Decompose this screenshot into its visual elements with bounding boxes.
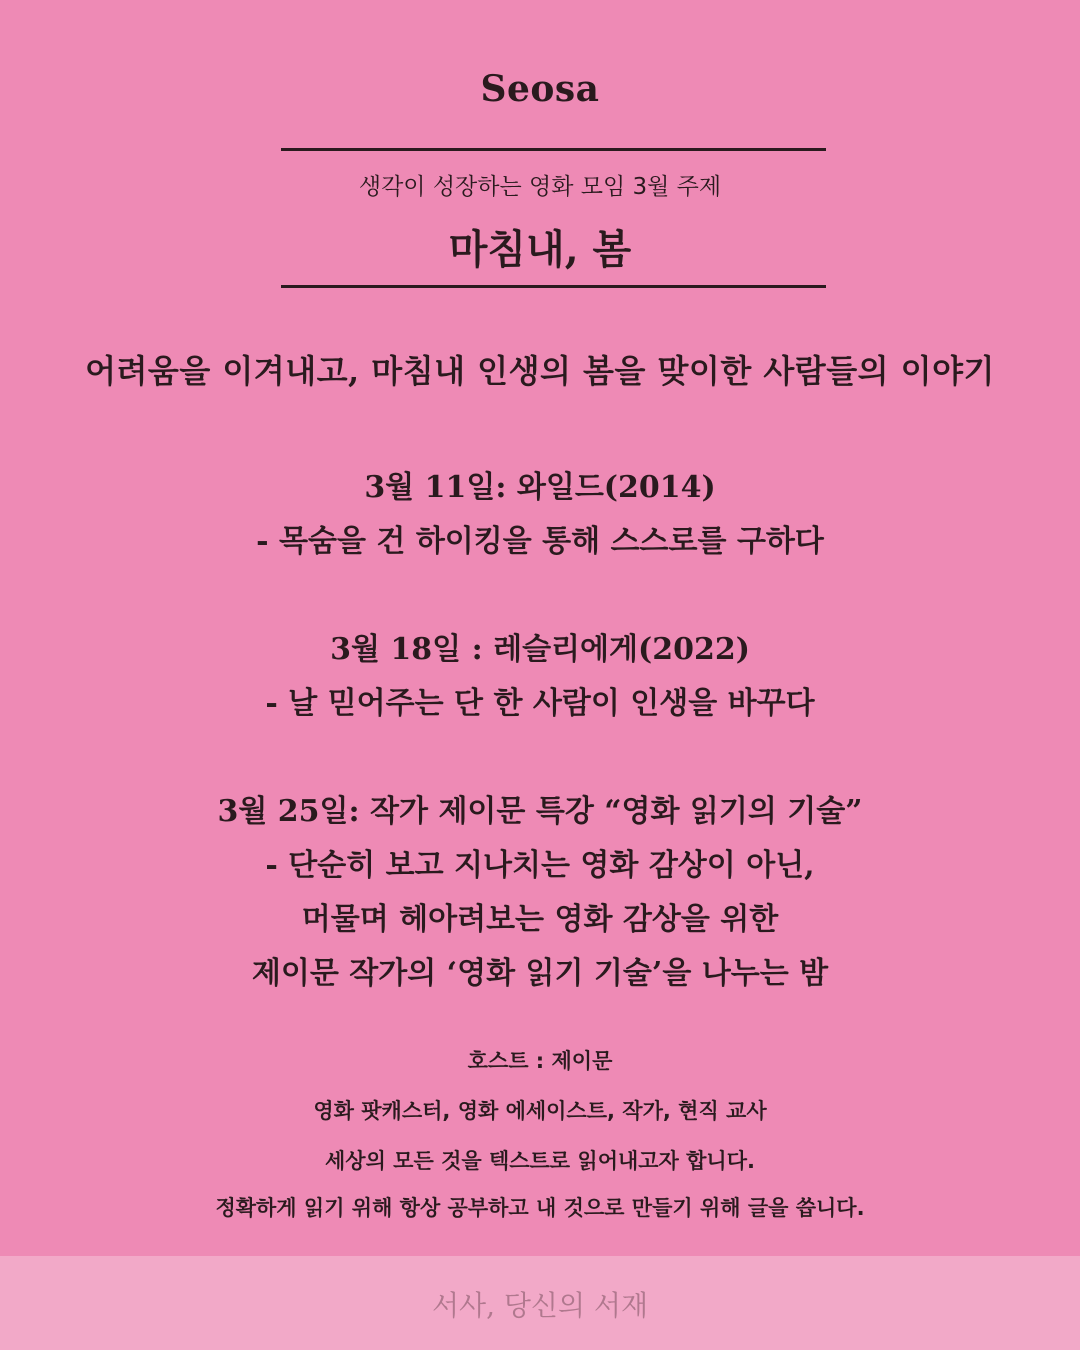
session-2-description: - 날 믿어주는 단 한 사람이 인생을 바꾸다 [265,686,815,721]
brand-logo: Seosa [480,68,600,110]
session-1-description: - 목숨을 건 하이킹을 통해 스스로를 구하다 [256,524,824,559]
tagline: 어려움을 이겨내고, 마침내 인생의 봄을 맞이한 사람들의 이야기 [85,352,995,390]
session-3-description-1: - 단순히 보고 지나치는 영화 감상이 아닌, [265,848,815,883]
bottom-divider [281,285,826,288]
host-label: 호스트 : 제이문 [467,1049,613,1073]
session-3-description-3: 제이문 작가의 ‘영화 읽기 기술’을 나누는 밤 [251,956,829,991]
session-3-heading: 3월 25일: 작가 제이문 특강 “영화 읽기의 기술” [217,794,863,829]
host-bio-3: 정확하게 읽기 위해 항상 공부하고 내 것으로 만들기 위해 글을 씁니다. [215,1196,865,1220]
host-bio-2: 세상의 모든 것을 텍스트로 읽어내고자 합니다. [325,1149,755,1173]
footer-band [0,1256,1080,1350]
host-bio-1: 영화 팟캐스터, 영화 에세이스트, 작가, 현직 교사 [313,1099,767,1123]
session-2-heading: 3월 18일 : 레슬리에게(2022) [330,632,750,667]
poster-subtitle: 생각이 성장하는 영화 모임 3월 주제 [358,174,722,200]
top-divider [281,148,826,151]
session-1-heading: 3월 11일: 와일드(2014) [364,470,716,505]
session-3-description-2: 머물며 헤아려보는 영화 감상을 위한 [301,902,779,937]
footer-slogan: 서사, 당신의 서재 [431,1289,649,1322]
poster-title: 마침내, 봄 [448,226,632,273]
